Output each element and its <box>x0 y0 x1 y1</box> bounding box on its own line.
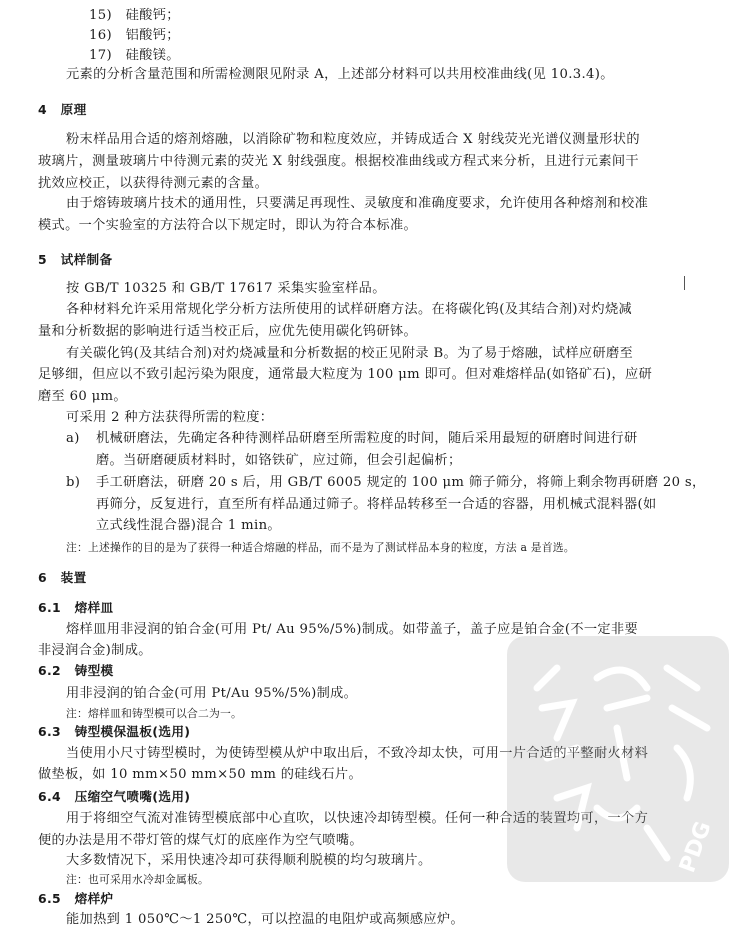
subsection-heading: 6.1 熔样皿 <box>38 600 114 615</box>
paragraph-line: 可采用 2 种方法获得所需的粒度： <box>66 410 274 425</box>
list-item: 15) 硅酸钙； <box>89 8 180 23</box>
note: 注：也可采用水冷却金属板。 <box>66 873 209 886</box>
paragraph-line: 当使用小尺寸铸型模时，为使铸型模从炉中取出后，不致冷却太快，可用一片合适的平整耐火材料 <box>66 746 649 761</box>
paragraph-line: 用于将细空气流对准铸型模底部中心直吹，以快速冷却铸型模。任何一种合适的装置均可，一个方 <box>66 811 649 826</box>
paragraph-line: 各种材料允许采用常规化学分析方法所使用的试样研磨方法。在将碳化钨(及其结合剂)对灼烧减 <box>66 302 633 317</box>
list-label: b) <box>66 475 81 490</box>
paragraph-line: 便的办法是用不带灯管的煤气灯的底座作为空气喷嘴。 <box>38 833 363 848</box>
paragraph-line: 粉末样品用合适的熔剂熔融，以消除矿物和粒度效应，并铸成适合 X 射线荧光光谱仪测量形状的 <box>66 132 640 147</box>
paragraph-line: 能加热到 1 050℃～1 250℃，可以控温的电阻炉或高频感应炉。 <box>66 912 465 927</box>
note: 注：熔样皿和铸型模可以合二为一。 <box>66 707 242 720</box>
paragraph-line: 磨至 60 μm。 <box>38 389 127 404</box>
paragraph-line: 熔样皿用非浸润的铂合金(可用 Pt/ Au 95%/5%)制成。如带盖子，盖子应是铂合金(不一定非要 <box>66 622 639 637</box>
paragraph-line: 按 GB/T 10325 和 GB/T 17617 采集实验室样品。 <box>66 281 386 296</box>
paragraph-line: 扰效应校正，以获得待测元素的含量。 <box>38 176 269 191</box>
section-heading: 6 装置 <box>38 570 87 585</box>
list-item-line: 再筛分，反复进行，直至所有样品通过筛子。将样品转移至一合适的容器，用机械式混料器(如 <box>96 497 657 512</box>
paragraph-line: 用非浸润的铂合金(可用 Pt/Au 95%/5%)制成。 <box>66 686 358 701</box>
paragraph-line: 大多数情况下，采用快速冷却可获得顺利脱模的均匀玻璃片。 <box>66 853 432 868</box>
paragraph-line: 做垫板，如 10 mm×50 mm×50 mm 的硅线石片。 <box>38 767 362 782</box>
paragraph-line: 模式。一个实验室的方法符合以下规定时，即认为符合本标准。 <box>38 218 418 233</box>
stamp-glyphs <box>537 668 707 858</box>
range-note: 元素的分析含量范围和所需检测限见附录 A，上述部分材料可以共用校准曲线(见 10.3.4)。 <box>66 67 614 82</box>
subsection-heading: 6.2 铸型模 <box>38 663 114 678</box>
list-item-line: 立式线性混合器)混合 1 min。 <box>96 518 281 533</box>
paragraph-line: 有关碳化钨(及其结合剂)对灼烧减量和分析数据的校正见附录 B。为了易于熔融，试样应研磨至 <box>66 346 634 361</box>
note: 注：上述操作的目的是为了获得一种适合熔融的样品，而不是为了测试样品本身的粒度，方法 a 是首选。 <box>66 541 575 554</box>
paragraph-line: 玻璃片，测量玻璃片中待测元素的荧光 X 射线强度。根据校准曲线或方程式来分析，且进行元素间干 <box>38 154 639 169</box>
paragraph-line: 非浸润合金)制成。 <box>38 643 152 658</box>
subsection-heading: 6.3 铸型模保温板(选用) <box>38 724 191 739</box>
section-heading: 5 试样制备 <box>38 252 113 267</box>
list-item: 17) 硅酸镁。 <box>89 48 180 63</box>
subsection-heading: 6.4 压缩空气喷嘴(选用) <box>38 789 191 804</box>
list-item-line: 手工研磨法，研磨 20 s 后，用 GB/T 6005 规定的 100 μm 筛子筛分，将筛上剩余物再研磨 20 s， <box>96 475 706 490</box>
paragraph-line: 由于熔铸玻璃片技术的通用性，只要满足再现性、灵敏度和准确度要求，允许使用各种熔剂和校准 <box>66 196 649 211</box>
section-heading: 4 原理 <box>38 102 87 117</box>
paragraph-line: 足够细，但应以不致引起污染为限度，通常最大粒度为 100 μm 即可。但对难熔样品(如铬矿石)，应研 <box>38 367 653 382</box>
margin-mark <box>684 276 685 290</box>
paragraph-line: 量和分析数据的影响进行适当校正后，应优先使用碳化钨研钵。 <box>38 324 418 339</box>
list-item-line: 磨。当研磨硬质材料时，如铬铁矿，应过筛，但会引起偏析； <box>96 453 462 468</box>
list-item-line: 机械研磨法，先确定各种待测样品研磨至所需粒度的时间，随后采用最短的研磨时间进行研 <box>96 431 638 446</box>
list-item: 16) 铝酸钙； <box>89 28 180 43</box>
subsection-heading: 6.5 熔样炉 <box>38 891 114 906</box>
stamp-label: PDG <box>675 818 717 877</box>
list-label: a) <box>66 431 80 446</box>
